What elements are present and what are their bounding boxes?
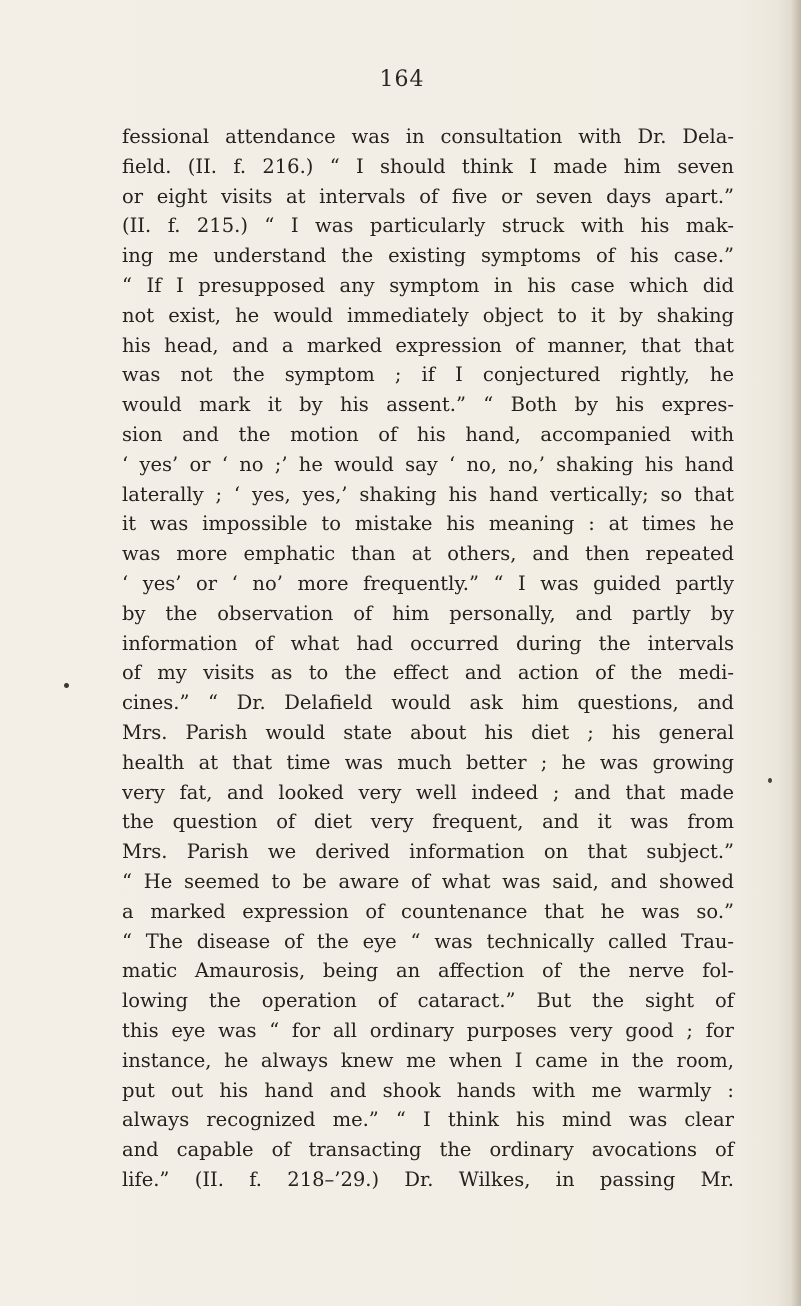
text-line: by the observation of him personally, and partly by bbox=[122, 601, 734, 625]
text-line: matic Amaurosis, being an affection of the nerve fol- bbox=[122, 959, 734, 983]
text-line: (II. f. 215.) “ I was particularly struck with his mak- bbox=[122, 214, 734, 238]
text-line: and capable of transacting the ordinary avocations of bbox=[122, 1138, 734, 1162]
body-text bbox=[122, 122, 734, 1195]
text-line: or eight visits at intervals of five or seven days apart.” bbox=[122, 184, 734, 208]
text-line: was not the symptom ; if I conjectured rightly, he bbox=[122, 363, 734, 387]
text-line: ‘ yes’ or ‘ no ;’ he would say ‘ no, no,’ shaking his hand bbox=[122, 452, 734, 476]
text-line: would mark it by his assent.” “ Both by his expres- bbox=[122, 393, 734, 417]
text-line: cines.” “ Dr. Delafield would ask him questions, and bbox=[122, 691, 734, 715]
margin-mark bbox=[768, 778, 772, 783]
text-line: put out his hand and shook hands with me warmly : bbox=[122, 1078, 734, 1102]
text-line: “ The disease of the eye “ was technically called Trau- bbox=[122, 929, 734, 953]
text-line: of my visits as to the effect and action of the medi- bbox=[122, 661, 734, 685]
text-line: not exist, he would immediately object to it by shaking bbox=[122, 303, 734, 327]
page-number: 164 bbox=[379, 67, 425, 92]
text-line: a marked expression of countenance that he was so.” bbox=[122, 899, 734, 923]
text-line: Mrs. Parish we derived information on that subject.” bbox=[122, 840, 734, 864]
text-line: health at that time was much better ; he was growing bbox=[122, 750, 734, 774]
text-line: lowing the operation of cataract.” But the sight of bbox=[122, 989, 734, 1013]
text-line: ing me understand the existing symptoms of his case.” bbox=[122, 244, 734, 268]
text-line: fessional attendance was in consultation with Dr. Dela- bbox=[122, 125, 734, 148]
text-line: field. (II. f. 216.) “ I should think I made him seven bbox=[122, 154, 734, 178]
text-line: information of what had occurred during the intervals bbox=[122, 631, 734, 655]
text-line: life.” (II. f. 218–’29.) Dr. Wilkes, in passing Mr. bbox=[122, 1167, 734, 1191]
text-line: sion and the motion of his hand, accompanied with bbox=[122, 422, 734, 446]
text-line: “ He seemed to be aware of what was said, and showed bbox=[122, 869, 734, 893]
text-line: instance, he always knew me when I came in the room, bbox=[122, 1048, 734, 1072]
text-line: it was impossible to mistake his meaning : at times he bbox=[122, 512, 734, 536]
text-line: his head, and a marked expression of manner, that that bbox=[122, 333, 734, 357]
text-line: the question of diet very frequent, and it was from bbox=[122, 810, 734, 834]
text-line: was more emphatic than at others, and then repeated bbox=[122, 542, 734, 566]
text-line: this eye was “ for all ordinary purposes very good ; for bbox=[122, 1018, 734, 1042]
text-line: ‘ yes’ or ‘ no’ more frequently.” “ I was guided partly bbox=[122, 571, 734, 595]
text-line: very fat, and looked very well indeed ; and that made bbox=[122, 780, 734, 804]
margin-mark bbox=[64, 683, 69, 688]
text-line: always recognized me.” “ I think his mind was clear bbox=[122, 1108, 734, 1132]
text-line: Mrs. Parish would state about his diet ; his general bbox=[122, 720, 734, 744]
text-line: laterally ; ‘ yes, yes,’ shaking his hand vertically; so that bbox=[122, 482, 734, 506]
page-edge-shadow bbox=[791, 0, 801, 1306]
text-line: “ If I presupposed any symptom in his case which did bbox=[122, 273, 734, 297]
